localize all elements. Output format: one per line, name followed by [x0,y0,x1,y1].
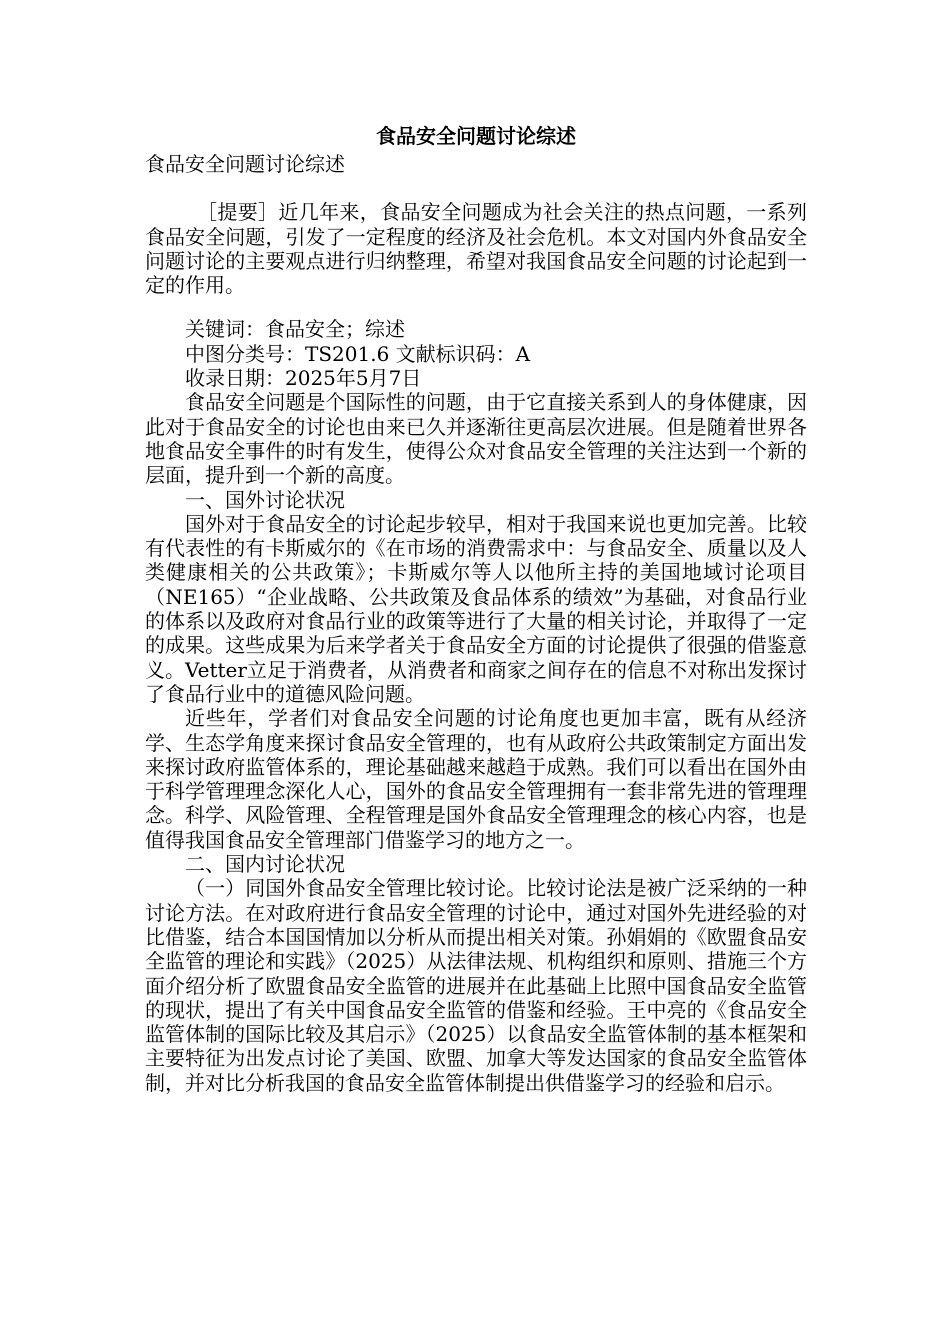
classification-line: 中图分类号：TS201.6 文献标识码：A [185,341,531,366]
section2-paragraph-1: （一）同国外食品安全管理比较讨论。比较讨论法是被广泛采纳的一种讨论方法。在对政府进行食品安全管理的讨论中，通过对国外先进经验的对比借鉴，结合本国国情加以分析从而提出相关对策。孙娟娟的《欧盟食品安全监管的理论和实践》（2025）从法律法规、机构组织和原则、措施三个方面介绍分析了欧盟食品安全监管的进展并在此基础上比照中国食品安全监管的现状，提出了有关中国食品安全监管的借鉴和经验。王中亮的《食品安全监管体制的国际比较及其启示》（2025）以食品安全监管体制的基本框架和主要特征为出发点讨论了美国、欧盟、加拿大等发达国家的食品安全监管体制，并对比分析我国的食品安全监管体制提出供借鉴学习的经验和启示。 [145,876,807,1095]
keywords-line: 关键词：食品安全；综述 [185,317,405,342]
abstract-paragraph: ［提要］近几年来，食品安全问题成为社会关注的热点问题，一系列食品安全问题，引发了一定程度的经济及社会危机。本文对国内外食品安全问题讨论的主要观点进行归纳整理，希望对我国食品安全问题的讨论起到一定的作用。 [145,200,807,298]
section1-paragraph-2: 近些年，学者们对食品安全问题的讨论角度也更加丰富，既有从经济学、生态学角度来探讨食品安全管理的，也有从政府公共政策制定方面出发来探讨政府监管体系的，理论基础越来越趋于成熟。我们可以看出在国外由于科学管理理念深化人心，国外的食品安全管理拥有一套非常先进的管理理念。科学、风险管理、全程管理是国外食品安全管理理念的核心内容，也是值得我国食品安全管理部门借鉴学习的地方之一。 [145,706,807,852]
document-title: 食品安全问题讨论综述 [376,124,576,148]
document-page [145,120,807,1095]
section1-paragraph-1: 国外对于食品安全的讨论起步较早，相对于我国来说也更加完善。比较有代表性的有卡斯威尔的《在市场的消费需求中：与食品安全、质量以及人类健康相关的公共政策》；卡斯威尔等人以他所主持的美国地域讨论项目（NE165）“企业战略、公共政策及食品体系的绩效”为基础，对食品行业的体系以及政府对食品行业的政策等进行了大量的相关讨论，并取得了一定的成果。这些成果为后来学者关于食品安全方面的讨论提供了很强的借鉴意义。Vetter立足于消费者，从消费者和商家之间存在的信息不对称出发探讨了食品行业中的道德风险问题。 [145,511,807,706]
section1-heading: 一、国外讨论状况 [185,487,345,512]
intro-paragraph: 食品安全问题是个国际性的问题，由于它直接关系到人的身体健康，因此对于食品安全的讨论也由来已久并逐渐往更高层次进展。但是随着世界各地食品安全事件的时有发生，使得公众对食品安全管理的关注达到一个新的层面，提升到一个新的高度。 [145,390,807,488]
received-date-line: 收录日期：2025年5月7日 [185,366,422,391]
document-subtitle: 食品安全问题讨论综述 [145,152,345,176]
section2-heading: 二、国内讨论状况 [185,852,345,877]
